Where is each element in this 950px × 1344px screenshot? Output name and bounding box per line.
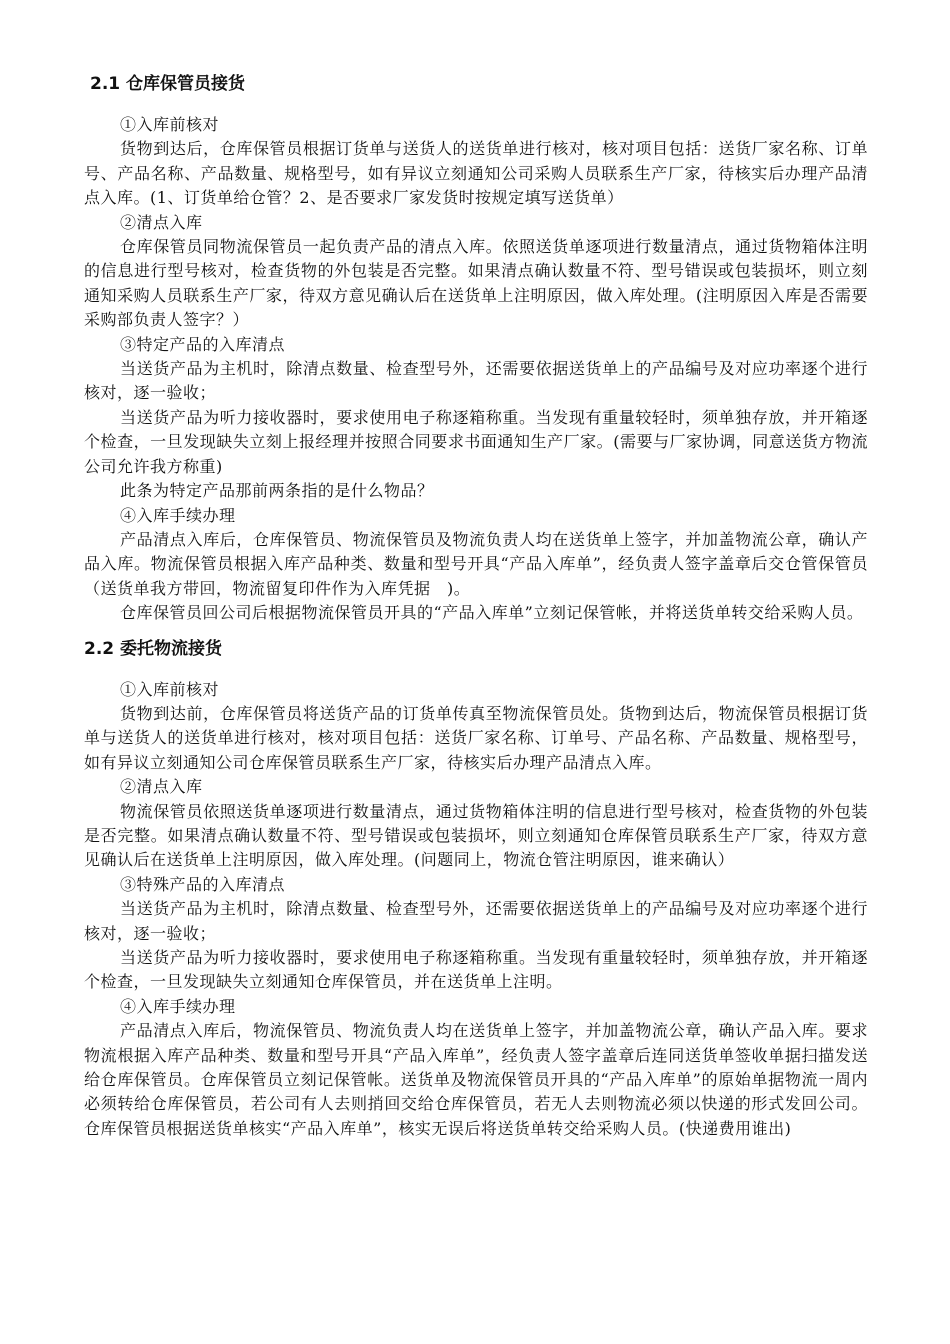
- paragraph: 当送货产品为听力接收器时，要求使用电子称逐箱称重。当发现有重量较轻时，须单独存放，并开箱逐个检查，一旦发现缺失立刻上报经理并按照合同要求书面通知生产厂家。(需要与厂家协调，同意送货方物流公司允许我方称重): [84, 407, 868, 476]
- document-body: [84, 68, 868, 1141]
- paragraph: 当送货产品为主机时，除清点数量、检查型号外，还需要依据送货单上的产品编号及对应功率逐个进行核对，逐一验收；: [84, 359, 868, 403]
- subheading-count-inbound: ②清点入库: [120, 212, 203, 232]
- subheading-pre-check: ①入库前核对: [120, 115, 220, 134]
- subheading-count-inbound: ②清点入库: [120, 777, 203, 797]
- paragraph: 产品清点入库后，仓库保管员、物流保管员及物流负责人均在送货单上签字，并加盖物流公章，确认产品入库。物流保管员根据入库产品种类、数量和型号开具“产品入库单”，经负责人签字盖章后交仓管保管员（送货单我方带回，物流留复印件作为入库凭据 )。: [84, 529, 868, 598]
- subheading-pre-check: ①入库前核对: [120, 679, 220, 699]
- paragraph: 货物到达前，仓库保管员将送货产品的订货单传真至物流保管员处。货物到达后，物流保管员根据订货单与送货人的送货单进行核对，核对项目包括：送货厂家名称、订单号、产品名称、产品数量、规格型号，如有异议立刻通知公司仓库保管员联系生产厂家，待核实后办理产品清点入库。: [84, 703, 868, 772]
- section-heading-2-2: 2.2 委托物流接货: [84, 638, 223, 659]
- section-heading-2-1: 2.1 仓库保管员接货: [90, 74, 246, 94]
- paragraph: 此条为特定产品那前两条指的是什么物品？: [120, 481, 434, 501]
- subheading-special-products: ③特殊产品的入库清点: [120, 874, 286, 894]
- paragraph: 物流保管员依照送货单逐项进行数量清点，通过货物箱体注明的信息进行型号核对，检查货物的外包装是否完整。如果清点确认数量不符、型号错误或包装损坏，则立刻通知仓库保管员联系生产厂家，待双方意见确认后在送货单上注明原因，做入库处理。(问题同上，物流仓管注明原因，谁来确认）: [84, 801, 868, 870]
- paragraph: 当送货产品为听力接收器时，要求使用电子称逐箱称重。当发现有重量较轻时，须单独存放，并开箱逐个检查，一旦发现缺失立刻通知仓库保管员，并在送货单上注明。: [84, 948, 868, 992]
- paragraph: 货物到达后，仓库保管员根据订货单与送货人的送货单进行核对，核对项目包括：送货厂家名称、订单号、产品名称、产品数量、规格型号，如有异议立刻通知公司采购人员联系生产厂家，待核实后办理产品清点入库。(1、订货单给仓管？2、是否要求厂家发货时按规定填写送货单）: [84, 139, 868, 208]
- subheading-inbound-procedure: ④入库手续办理: [120, 996, 236, 1016]
- paragraph: 仓库保管员回公司后根据物流保管员开具的“产品入库单”立刻记保管帐，并将送货单转交给采购人员。: [120, 603, 864, 623]
- subheading-inbound-procedure: ④入库手续办理: [120, 505, 236, 525]
- subheading-specific-products: ③特定产品的入库清点: [120, 334, 286, 354]
- paragraph: 仓库保管员同物流保管员一起负责产品的清点入库。依照送货单逐项进行数量清点，通过货物箱体注明的信息进行型号核对，检查货物的外包装是否完整。如果清点确认数量不符、型号错误或包装损坏，则立刻通知采购人员联系生产厂家，待双方意见确认后在送货单上注明原因，做入库处理。(注明原因入库是否需要采购部负责人签字？）: [84, 237, 868, 330]
- paragraph: 产品清点入库后，物流保管员、物流负责人均在送货单上签字，并加盖物流公章，确认产品入库。要求物流根据入库产品种类、数量和型号开具“产品入库单”，经负责人签字盖章后连同送货单签收单据扫描发送给仓库保管员。仓库保管员立刻记保管帐。送货单及物流保管员开具的“产品入库单”的原始单据物流一周内必须转给仓库保管员，若公司有人去则捎回交给仓库保管员，若无人去则物流必须以快递的形式发回公司。仓库保管员根据送货单核实“产品入库单”，核实无误后将送货单转交给采购人员。(快递费用谁出): [84, 1021, 868, 1138]
- paragraph: 当送货产品为主机时，除清点数量、检查型号外，还需要依据送货单上的产品编号及对应功率逐个进行核对，逐一验收；: [84, 899, 868, 943]
